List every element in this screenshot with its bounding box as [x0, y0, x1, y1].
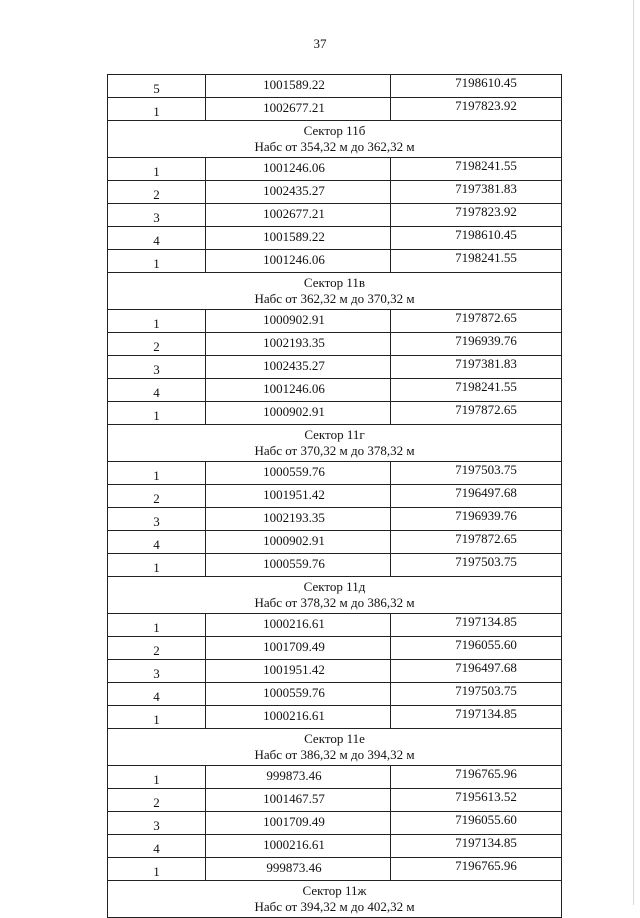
table-row	[108, 858, 562, 881]
y-coordinate-cell: 7197823.92	[391, 98, 562, 121]
table-row	[108, 660, 562, 683]
y-coordinate-cell: 7197503.75	[391, 462, 562, 485]
x-coordinate-cell: 999873.46	[206, 766, 391, 789]
x-coordinate-cell: 1001246.06	[206, 379, 391, 402]
page-edge-line	[633, 0, 634, 905]
table-row	[108, 812, 562, 835]
y-coordinate-cell: 7196497.68	[391, 485, 562, 508]
sector-header-cell	[108, 577, 562, 614]
coordinates-table-body	[108, 75, 562, 918]
x-coordinate-cell: 1000902.91	[206, 402, 391, 425]
table-row	[108, 485, 562, 508]
sector-header-row	[108, 577, 562, 614]
sector-height-range: Набс от 378,32 м до 386,32 м	[254, 595, 415, 610]
point-number-cell: 1	[108, 766, 206, 789]
x-coordinate-cell: 1000902.91	[206, 310, 391, 333]
sector-height-range: Набс от 370,32 м до 378,32 м	[254, 443, 415, 458]
table-row	[108, 706, 562, 729]
table-row	[108, 462, 562, 485]
y-coordinate-cell: 7197872.65	[391, 531, 562, 554]
y-coordinate-cell: 7197823.92	[391, 204, 562, 227]
sector-header-row	[108, 121, 562, 158]
x-coordinate-cell: 1002677.21	[206, 98, 391, 121]
point-number-cell: 2	[108, 333, 206, 356]
x-coordinate-cell: 1000559.76	[206, 683, 391, 706]
point-number-cell: 1	[108, 614, 206, 637]
x-coordinate-cell: 1002677.21	[206, 204, 391, 227]
table-row	[108, 204, 562, 227]
sector-header-row	[108, 425, 562, 462]
table-row	[108, 181, 562, 204]
sector-title: Сектор 11г	[304, 427, 365, 442]
point-number-cell: 1	[108, 250, 206, 273]
x-coordinate-cell: 1000559.76	[206, 554, 391, 577]
y-coordinate-cell: 7195613.52	[391, 789, 562, 812]
sector-header-row	[108, 273, 562, 310]
table-row	[108, 766, 562, 789]
sector-header-row	[108, 881, 562, 918]
x-coordinate-cell: 1002435.27	[206, 181, 391, 204]
sector-height-range: Набс от 394,32 м до 402,32 м	[254, 899, 415, 914]
point-number-cell: 5	[108, 75, 206, 98]
point-number-cell: 1	[108, 158, 206, 181]
point-number-cell: 4	[108, 227, 206, 250]
coordinates-table	[107, 74, 562, 918]
y-coordinate-cell: 7196939.76	[391, 333, 562, 356]
sector-header-cell	[108, 729, 562, 766]
point-number-cell: 2	[108, 637, 206, 660]
point-number-cell: 4	[108, 683, 206, 706]
table-row	[108, 835, 562, 858]
x-coordinate-cell: 1001951.42	[206, 485, 391, 508]
x-coordinate-cell: 1001951.42	[206, 660, 391, 683]
y-coordinate-cell: 7198241.55	[391, 158, 562, 181]
table-row	[108, 379, 562, 402]
y-coordinate-cell: 7197381.83	[391, 181, 562, 204]
table-row	[108, 789, 562, 812]
sector-title: Сектор 11б	[303, 123, 366, 138]
point-number-cell: 3	[108, 508, 206, 531]
point-number-cell: 1	[108, 554, 206, 577]
point-number-cell: 2	[108, 485, 206, 508]
x-coordinate-cell: 1001709.49	[206, 637, 391, 660]
point-number-cell: 1	[108, 706, 206, 729]
y-coordinate-cell: 7196055.60	[391, 637, 562, 660]
y-coordinate-cell: 7197503.75	[391, 683, 562, 706]
y-coordinate-cell: 7197381.83	[391, 356, 562, 379]
y-coordinate-cell: 7198241.55	[391, 250, 562, 273]
point-number-cell: 4	[108, 379, 206, 402]
y-coordinate-cell: 7198610.45	[391, 227, 562, 250]
y-coordinate-cell: 7197134.85	[391, 835, 562, 858]
sector-title: Сектор 11ж	[302, 883, 367, 898]
point-number-cell: 1	[108, 402, 206, 425]
table-row	[108, 531, 562, 554]
y-coordinate-cell: 7197134.85	[391, 614, 562, 637]
y-coordinate-cell: 7196765.96	[391, 766, 562, 789]
x-coordinate-cell: 1002193.35	[206, 333, 391, 356]
point-number-cell: 3	[108, 204, 206, 227]
table-row	[108, 554, 562, 577]
sector-header-cell	[108, 425, 562, 462]
x-coordinate-cell: 1001589.22	[206, 227, 391, 250]
y-coordinate-cell: 7197134.85	[391, 706, 562, 729]
sector-header-row	[108, 729, 562, 766]
point-number-cell: 1	[108, 98, 206, 121]
table-row	[108, 75, 562, 98]
x-coordinate-cell: 1002193.35	[206, 508, 391, 531]
x-coordinate-cell: 1001709.49	[206, 812, 391, 835]
sector-height-range: Набс от 354,32 м до 362,32 м	[254, 139, 415, 154]
table-row	[108, 227, 562, 250]
y-coordinate-cell: 7197872.65	[391, 310, 562, 333]
x-coordinate-cell: 1000559.76	[206, 462, 391, 485]
table-row	[108, 333, 562, 356]
point-number-cell: 1	[108, 310, 206, 333]
point-number-cell: 4	[108, 835, 206, 858]
y-coordinate-cell: 7197503.75	[391, 554, 562, 577]
table-row	[108, 614, 562, 637]
table-row	[108, 250, 562, 273]
point-number-cell: 3	[108, 356, 206, 379]
page-number: 37	[313, 36, 327, 51]
y-coordinate-cell: 7198241.55	[391, 379, 562, 402]
x-coordinate-cell: 1001246.06	[206, 250, 391, 273]
sector-title: Сектор 11е	[304, 731, 365, 746]
table-row	[108, 98, 562, 121]
y-coordinate-cell: 7196765.96	[391, 858, 562, 881]
sector-height-range: Набс от 362,32 м до 370,32 м	[254, 291, 415, 306]
sector-header-cell	[108, 121, 562, 158]
table-row	[108, 356, 562, 379]
point-number-cell: 4	[108, 531, 206, 554]
table-row	[108, 158, 562, 181]
point-number-cell: 3	[108, 812, 206, 835]
x-coordinate-cell: 1001589.22	[206, 75, 391, 98]
y-coordinate-cell: 7197872.65	[391, 402, 562, 425]
y-coordinate-cell: 7196939.76	[391, 508, 562, 531]
x-coordinate-cell: 1001246.06	[206, 158, 391, 181]
point-number-cell: 1	[108, 858, 206, 881]
sector-header-cell	[108, 273, 562, 310]
x-coordinate-cell: 1000902.91	[206, 531, 391, 554]
point-number-cell: 2	[108, 789, 206, 812]
table-row	[108, 508, 562, 531]
y-coordinate-cell: 7196055.60	[391, 812, 562, 835]
point-number-cell: 2	[108, 181, 206, 204]
y-coordinate-cell: 7198610.45	[391, 75, 562, 98]
point-number-cell: 1	[108, 462, 206, 485]
y-coordinate-cell: 7196497.68	[391, 660, 562, 683]
sector-height-range: Набс от 386,32 м до 394,32 м	[254, 747, 415, 762]
x-coordinate-cell: 999873.46	[206, 858, 391, 881]
table-row	[108, 637, 562, 660]
x-coordinate-cell: 1001467.57	[206, 789, 391, 812]
x-coordinate-cell: 1000216.61	[206, 706, 391, 729]
sector-title: Сектор 11в	[303, 275, 366, 290]
point-number-cell: 3	[108, 660, 206, 683]
x-coordinate-cell: 1002435.27	[206, 356, 391, 379]
table-row	[108, 683, 562, 706]
x-coordinate-cell: 1000216.61	[206, 614, 391, 637]
sector-title: Сектор 11д	[303, 579, 366, 594]
x-coordinate-cell: 1000216.61	[206, 835, 391, 858]
table-row	[108, 310, 562, 333]
sector-header-cell	[108, 881, 562, 918]
table-row	[108, 402, 562, 425]
